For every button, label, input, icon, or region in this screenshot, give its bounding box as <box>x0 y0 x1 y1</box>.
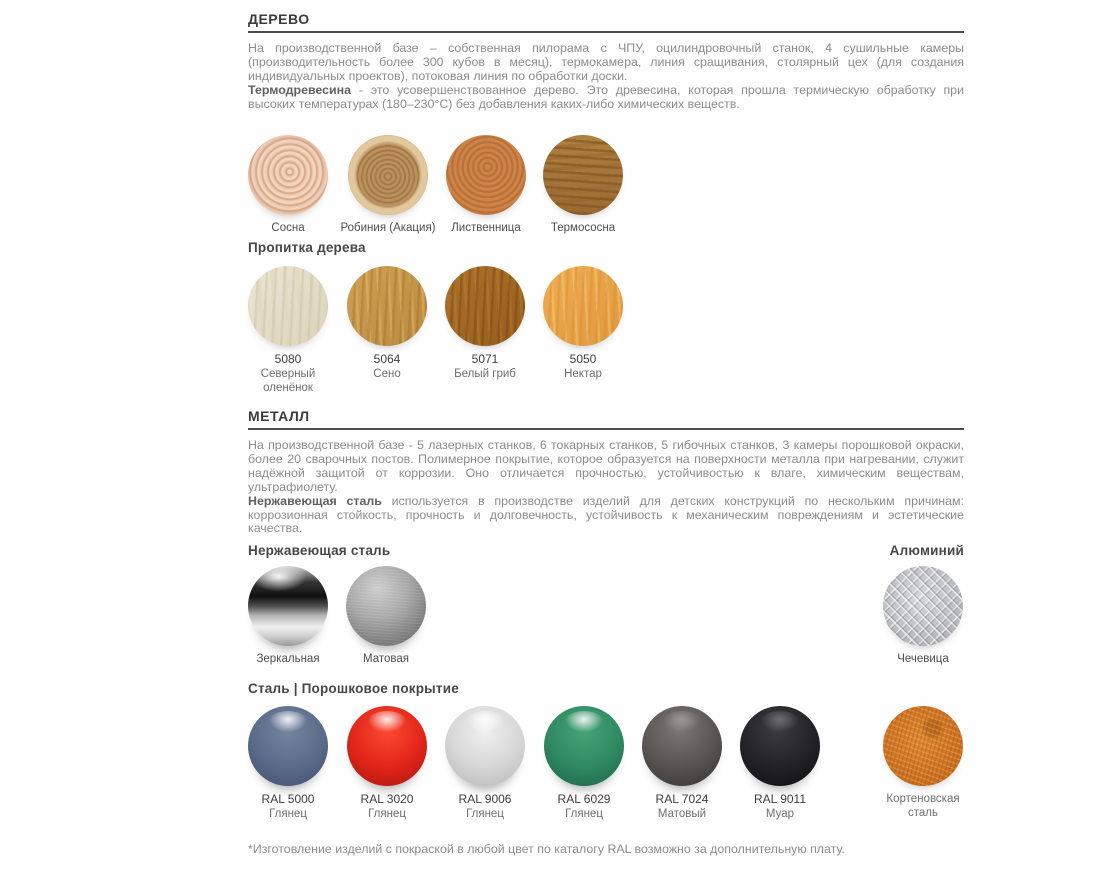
swatch-finish: Глянец <box>466 808 504 820</box>
impregnation-5050-image <box>543 266 623 346</box>
swatch-label: Матовая <box>363 653 409 665</box>
swatch-code: RAL 7024 <box>655 792 709 806</box>
aluminum-title: Алюминий <box>889 543 964 558</box>
metal-section-divider <box>248 428 964 430</box>
swatch-code: 5064 <box>373 352 401 366</box>
swatch-label: Термососна <box>550 222 616 234</box>
pine-slice-image <box>248 135 328 215</box>
swatch-code: RAL 3020 <box>360 792 414 806</box>
swatch-finish: Глянец <box>269 808 307 820</box>
ral9011-sphere-image <box>740 706 820 786</box>
thermowood-paragraph <box>248 84 964 112</box>
swatch-label: Сосна <box>271 222 305 234</box>
swatch-finish: Глянец <box>565 808 603 820</box>
ral7024-sphere-image <box>642 706 722 786</box>
swatch-label: Чечевица <box>897 653 949 665</box>
swatch-finish: Муар <box>765 808 795 820</box>
wood-section-title: ДЕРЕВО <box>248 11 310 27</box>
ral-footnote: *Изготовление изделий с покраской в любой цвет по каталогу RAL возможно за дополнительную плату. <box>248 842 845 856</box>
swatch-name: Белый гриб <box>454 368 516 380</box>
mirror-steel-sphere-image <box>248 566 328 646</box>
aluminum-swatch-lentil <box>863 566 983 666</box>
ral6029-sphere-image <box>544 706 624 786</box>
thermowood-term: Термодревесина <box>248 82 352 97</box>
swatch-code: 5071 <box>471 352 499 366</box>
swatch-label <box>882 792 964 821</box>
powder-coating-title: Сталь | Порошковое покрытие <box>248 681 459 696</box>
swatch-label: Лиственница <box>451 222 521 234</box>
stainless-text: используется в производстве изделий для детских конструкций по нескольким причинам: коррозионная стойкость, прочность и долговечность, устойчивость к механическим повреждениям и эстетические качества. <box>248 493 964 536</box>
metal-intro-text: На производственной базе - 5 лазерных станков, 6 токарных станков, 5 гибочных станков, 3 камеры порошковой окраски, более 20 сварочных постов. Полимерное покрытие, которое образуется на поверхности металла при нагревании, служит надёжной защитой от коррозии. Оно отличается прочностью, устойчивостью к влаге, химическим веществам, ультрафиолету. <box>248 438 964 494</box>
corten-steel-image <box>883 706 963 786</box>
swatch-name: Кортеновская сталь <box>886 793 960 820</box>
metal-intro-paragraph <box>248 439 964 495</box>
swatch-label <box>558 792 611 821</box>
swatch-code: 5080 <box>274 352 302 366</box>
swatch-code: 5050 <box>569 352 597 366</box>
swatch-label: Робиния (Акация) <box>340 222 436 234</box>
impregnation-5080-image <box>248 266 328 346</box>
larch-slice-image <box>446 135 526 215</box>
thermopine-slice-image <box>543 135 623 215</box>
powder-swatch-ral9011 <box>720 706 840 821</box>
stainless-swatch-matte <box>326 566 446 666</box>
swatch-code: RAL 6029 <box>557 792 611 806</box>
swatch-label <box>754 792 806 821</box>
swatch-label: Зеркальная <box>256 653 320 665</box>
swatch-code: RAL 9006 <box>458 792 512 806</box>
swatch-label <box>656 792 709 821</box>
impregnation-title: Пропитка дерева <box>248 240 366 255</box>
swatch-finish: Матовый <box>657 808 707 820</box>
stainless-term: Нержавеющая сталь <box>248 493 382 508</box>
swatch-label <box>262 792 315 821</box>
swatch-finish: Глянец <box>368 808 406 820</box>
swatch-label <box>373 352 400 381</box>
matte-steel-sphere-image <box>346 566 426 646</box>
swatch-label <box>247 352 329 396</box>
diamond-plate-image <box>883 566 963 646</box>
wood-intro-paragraph <box>248 42 964 84</box>
stainless-paragraph <box>248 495 964 537</box>
ral9006-sphere-image <box>445 706 525 786</box>
impregnation-5071-image <box>445 266 525 346</box>
thermowood-text: - это усовершенствованное дерево. Это древесина, которая прошла термическую обработку при высоких температурах (180–230°С) без добавления каких-либо химических веществ. <box>248 82 964 111</box>
swatch-label <box>361 792 414 821</box>
robinia-slice-image <box>348 135 428 215</box>
swatch-code: RAL 5000 <box>261 792 315 806</box>
swatch-code: RAL 9011 <box>753 792 807 806</box>
wood-intro-text: На производственной базе – собственная пилорама с ЧПУ, оцилиндровочный станок, 4 сушильные камеры (производительность более 300 кубов в месяц), термокамера, линия сращивания, столярный цех (для создания индивидуальных проектов), потоковая линия по обработки доски. <box>248 41 964 83</box>
swatch-name: Сено <box>373 368 401 380</box>
metal-text-block <box>248 439 964 536</box>
powder-swatch-corten <box>873 706 973 821</box>
impregnation-5064-image <box>347 266 427 346</box>
swatch-name: Северный оленёнок <box>260 368 316 395</box>
ral5000-sphere-image <box>248 706 328 786</box>
swatch-label <box>454 352 516 381</box>
metal-section-title: МЕТАЛЛ <box>248 408 310 424</box>
impregnation-swatch-5050 <box>523 266 643 381</box>
swatch-label <box>564 352 602 381</box>
stainless-title: Нержавеющая сталь <box>248 543 391 558</box>
wood-swatch-thermopine <box>523 135 643 235</box>
swatch-name: Нектар <box>564 368 602 380</box>
swatch-label <box>459 792 512 821</box>
ral3020-sphere-image <box>347 706 427 786</box>
wood-text-block <box>248 42 964 112</box>
wood-section-divider <box>248 31 964 33</box>
